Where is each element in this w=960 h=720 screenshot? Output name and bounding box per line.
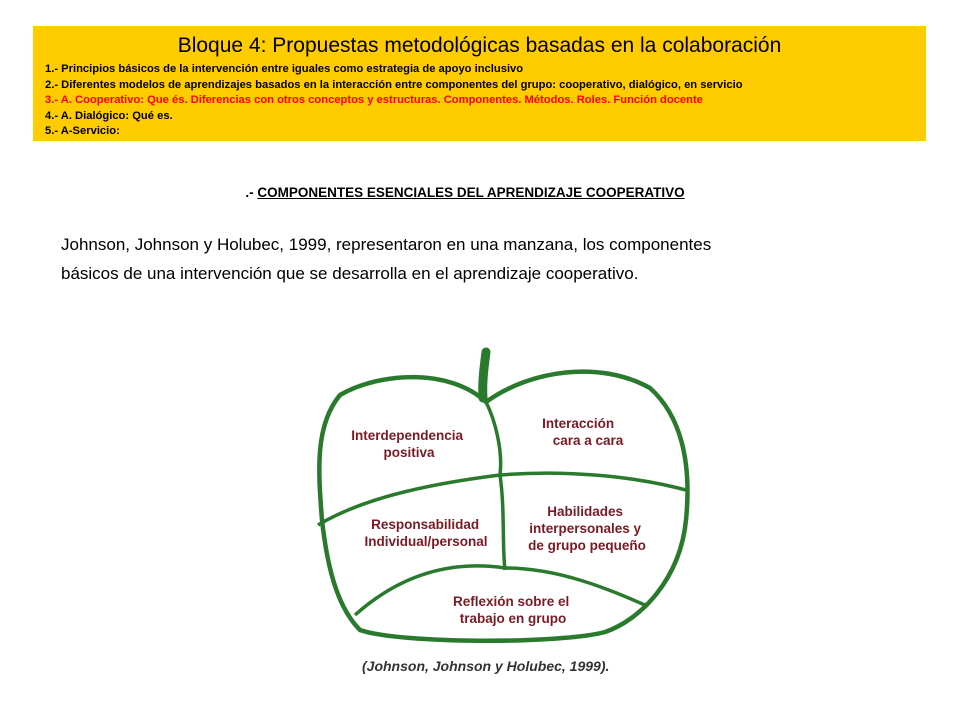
label-interdependencia: Interdependencia positiva — [351, 428, 464, 460]
apple-divider-vertical — [486, 402, 505, 570]
section-prefix: .- — [245, 185, 258, 200]
label-interaccion: Interacción cara a cara — [542, 416, 624, 448]
label-reflexion: Reflexión sobre el trabajo en grupo — [452, 594, 570, 626]
apple-diagram — [300, 330, 700, 650]
intro-line-2: básicos de una intervención que se desarrolla en el aprendizaje cooperativo. — [61, 264, 639, 283]
header-banner — [33, 26, 926, 141]
label-responsabilidad: Responsabilidad Individual/personal — [364, 517, 488, 549]
section-heading-text: COMPONENTES ESENCIALES DEL APRENDIZAJE COOPERATIVO — [257, 185, 685, 200]
intro-line-1: Johnson, Johnson y Holubec, 1999, representaron en una manzana, los componentes — [61, 235, 712, 254]
citation: (Johnson, Johnson y Holubec, 1999). — [362, 658, 610, 674]
header-item-4: 4.- A. Dialógico: Qué es. — [45, 109, 173, 122]
header-item-2: 2.- Diferentes modelos de aprendizajes basados en la interacción entre componentes del grupo: cooperativo, dialógico, en servicio — [45, 78, 743, 91]
label-habilidades: Habilidades interpersonales y de grupo pequeño — [528, 504, 646, 553]
block-title: Bloque 4: Propuestas metodológicas basadas en la colaboración — [177, 34, 782, 57]
apple-stem — [483, 352, 486, 398]
header-item-3-active: 3.- A. Cooperativo: Que és. Diferencias con otros conceptos y estructuras. Componentes. Métodos. Roles. Función docente — [45, 94, 703, 106]
section-heading — [0, 185, 930, 200]
header-item-5: 5.- A-Servicio: — [45, 125, 120, 137]
header-item-1: 1.- Principios básicos de la intervención entre iguales como estrategia de apoyo inclusivo — [45, 63, 524, 75]
intro-paragraph — [61, 230, 921, 288]
apple-divider-right — [500, 473, 686, 490]
